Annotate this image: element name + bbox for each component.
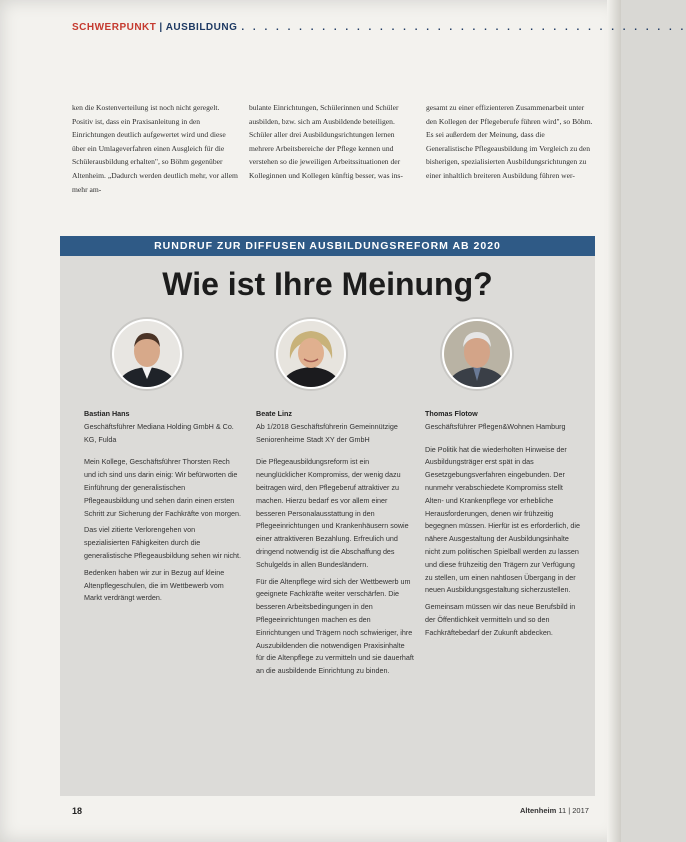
- person-name: Beate Linz: [256, 409, 292, 418]
- opinion-paragraph: Die Politik hat die wiederholten Hinweise der Ausbildungsträger erst spät in das Gesetzgebungsverfahren eingebunden. Der nunmehr verabschiedete Kompromiss stellt Alten- und Krankenpflege vor erhebliche Herausforderungen, denen wir frühzeitig begegnen müssen. Hierfür ist es erforderlich, die nähere Ausgestaltung der Ausbildungsinhalte nicht zum politischen Spielball werden zu lassen und diese frühzeitig den Trägern zur Verfügung zu stellen, um einen nahtlosen Übergang in der neuen Ausbildungsgestaltung sicherzustellen.: [425, 444, 581, 595]
- person-photo-icon: [276, 319, 346, 389]
- person-role: Ab 1/2018 Geschäftsführerin Gemeinnützige Seniorenheime Stadt XY der GmbH: [256, 421, 398, 444]
- issue-number: 11 | 2017: [558, 806, 589, 815]
- opinion-paragraph: Bedenken haben wir zur in Bezug auf kleine Altenpflegeschulen, die im Wettbewerb vom Markt verdrängt werden.: [84, 567, 225, 603]
- section-header: [72, 22, 686, 33]
- article-column-3: gesamt zu einer effizienteren Zusammenarbeit unter den Kollegen der Pflegeberufe führen wird", so Böhm. Es sei außerdem der Meinung, dass die Generalistische Pflegeausbildung im Vergleich zu den bisherigen, spezialisierten Ausbildungsrichtungen zu einer inhaltlich breiteren Ausbildung führen wer-: [426, 103, 593, 180]
- panel-headline: Wie ist Ihre Meinung?: [162, 266, 493, 302]
- portrait-photo-1: [112, 319, 182, 389]
- opinion-column-3: [425, 408, 583, 644]
- opinion-text: [84, 456, 242, 605]
- person-name: Thomas Flotow: [425, 409, 478, 418]
- portrait-photo-3: [442, 319, 512, 389]
- opinion-paragraph: Gemeinsam müssen wir das neue Berufsbild in der Öffentlichkeit vermitteln und so den Fachkräftebedarf der Zukunft abdecken.: [425, 602, 576, 637]
- opinion-paragraph: Für die Altenpflege wird sich der Wettbewerb um geeignete Fachkräfte weiter verschärfen. Die besseren Arbeitsbedingungen in den Pflegeeinrichtungen machen es den Einrichtungen und Trägern noch schwieriger, ihre Auszubildenden die notwendigen Praxisinhalte für die Altenpflege zu vermitteln und sie dauerhaft an die ausbildende Einrichtung zu binden.: [256, 576, 414, 676]
- dotted-rule: . . . . . . . . . . . . . . . . . . . . . . . . . . . . . . . . . . . . . . .: [241, 22, 686, 33]
- opinion-paragraph: Mein Kollege, Geschäftsführer Thorsten Rech und ich sind uns darin einig: Wir befürworten die Einführung der generalistischen Pflegeausbildung und sehen darin einen ersten Schritt zur Sicherung der Fachkräfte von morgen.: [84, 457, 241, 518]
- opinion-column-2: [256, 408, 414, 682]
- opinion-text: [425, 444, 583, 640]
- page-number: 18: [72, 806, 83, 816]
- magazine-name: Altenheim: [520, 806, 557, 815]
- person-role: Geschäftsführer Pflegen&Wohnen Hamburg: [425, 421, 566, 431]
- page-edge-shadow: [607, 0, 621, 842]
- article-column-1: ken die Kostenverteilung ist noch nicht geregelt. Positiv ist, dass ein Praxisanleitung in den Einrichtungen deutlich aufgewertet wird und diese über ein Umlageverfahren einen Ausgleich für die Schülerausbildung erhalten", so Böhm gegenüber Altenheim. „Dadurch werden deutlich mehr, vor allem mehr am-: [72, 103, 238, 194]
- panel-band-title: RUNDRUF ZUR DIFFUSEN AUSBILDUNGSREFORM AB 2020: [154, 240, 501, 252]
- person-photo-icon: [112, 319, 182, 389]
- opinion-text: [256, 456, 414, 678]
- opinion-paragraph: Das viel zitierte Verlorengehen von spezialisierten Fähigkeiten durch die generalistische Pflegeausbildung sehen wir nicht.: [84, 525, 242, 560]
- opinion-panel: [60, 236, 595, 796]
- section-divider: |: [159, 22, 163, 33]
- footer-imprint: [520, 806, 589, 815]
- opinion-paragraph: Die Pflegeausbildungsreform ist ein neunglücklicher Kompromiss, der wenig dazu beitragen wird, den Pflegeberuf attraktiver zu machen. Hierzu bedarf es vor allem einer besseren Personalausstattung in den Pflegeeinrichtungen und Krankenhäusern sowie einer attraktiveren Bezahlung. Erfreulich und dringend notwendig ist die Abschaffung des Schulgelds in allen Bundesländern.: [256, 457, 409, 569]
- opinion-column-1: [84, 408, 242, 609]
- person-name: Bastian Hans: [84, 409, 130, 418]
- section-title: AUSBILDUNG: [165, 22, 238, 33]
- person-photo-icon: [442, 319, 512, 389]
- article-intro-columns: [72, 101, 592, 196]
- article-column-2: bulante Einrichtungen, Schülerinnen und Schüler ausbilden, bzw. sich am Ausbildende beteiligen. Schüler aller drei Ausbildungsrichtungen lernen mehrere Arbeitsbereiche der Pflege kennen und verstehen so die jeweiligen Arbeitssituationen der Kolleginnen und Kollegen künftig besser, was ins-: [249, 103, 403, 180]
- portrait-photo-2: [276, 319, 346, 389]
- section-kicker: SCHWERPUNKT: [72, 22, 157, 33]
- panel-band: [60, 236, 595, 256]
- person-role: Geschäftsführer Mediana Holding GmbH & Co. KG, Fulda: [84, 421, 234, 444]
